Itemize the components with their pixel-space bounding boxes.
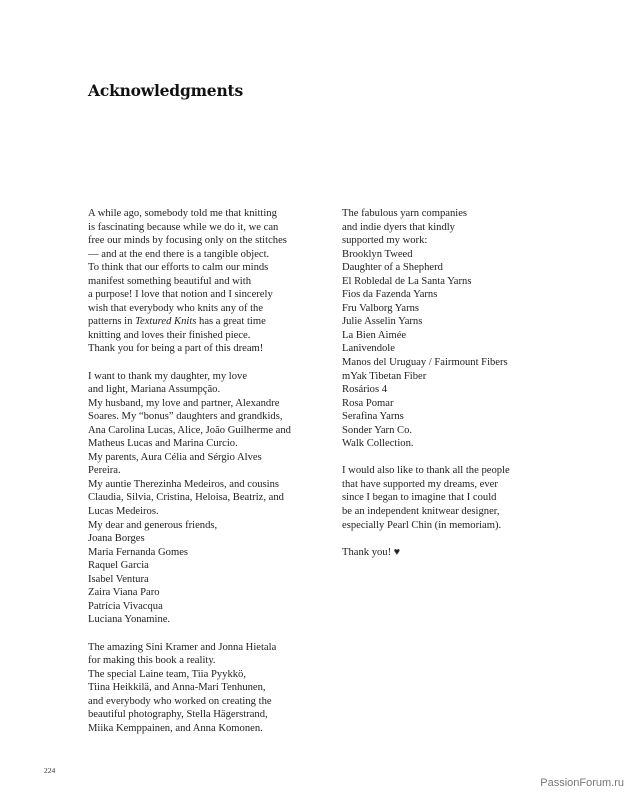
text-line: I would also like to thank all the people [342, 465, 510, 477]
text-line: My parents, Aura Célia and Sérgio Alves [88, 451, 262, 463]
text-line: Walk Collection. [342, 438, 414, 450]
text-line: A while ago, somebody told me that knitting [88, 208, 277, 219]
text-line: El Robledal de La Santa Yarns [342, 275, 472, 287]
text-line: The special Laine team, Tiia Pyykkö, [88, 668, 246, 680]
text-line: Isabel Ventura [88, 573, 149, 585]
text-line: Miika Kemppainen, and Anna Komonen. [88, 722, 263, 734]
text-line: My auntie Therezinha Medeiros, and cousins [88, 478, 280, 490]
text-line: manifest something beautiful and with [88, 275, 251, 287]
text-line: Raquel Garcia [88, 560, 149, 572]
text-line: knitting and loves their finished piece. [88, 329, 251, 341]
text-line: is fascinating because while we do it, we can [88, 221, 279, 233]
text-line: and light, Mariana Assumpção. [88, 384, 221, 396]
text-line: Lucas Medeiros. [88, 506, 159, 518]
text-line: especially Pearl Chin (in memoriam). [342, 519, 502, 531]
text-line: wish that everybody who knits any of the [88, 302, 264, 314]
text-line: La Bien Aimée [342, 329, 407, 341]
text-line: Patrícia Vivacqua [88, 600, 163, 612]
text-line: Rosários 4 [342, 384, 388, 396]
text-line: Matheus Lucas and Marina Curcio. [88, 438, 238, 450]
text-line: since I began to imagine that I could [342, 492, 497, 504]
text-line: Julie Asselin Yarns [342, 316, 423, 328]
watermark: PassionForum.ru [540, 777, 624, 789]
right-column [342, 207, 542, 573]
paragraph-thank-you [342, 546, 542, 560]
text-line: Thank you! ♥ [342, 546, 401, 558]
left-column [88, 207, 308, 749]
text-line: Daughter of a Shepherd [342, 262, 443, 274]
text-line: To think that our efforts to calm our minds [88, 262, 269, 274]
text-line: Luciana Yonamine. [88, 614, 171, 626]
text-line: Manos del Uruguay / Fairmount Fibers [342, 357, 508, 369]
text-line: that have supported my dreams, ever [342, 478, 498, 490]
text-line: Soares. My “bonus” daughters and grandkids, [88, 411, 283, 423]
text-line: Claudia, Silvia, Cristina, Heloisa, Beatriz, and [88, 492, 284, 504]
text-line: Thank you for being a part of this dream! [88, 343, 264, 355]
text-line: Joana Borges [88, 533, 145, 545]
text-line: Fru Valborg Yarns [342, 302, 420, 314]
text-line: beautiful photography, Stella Hägerstrand, [88, 709, 268, 721]
paragraph-yarn-companies [342, 207, 542, 451]
text-line: Fios da Fazenda Yarns [342, 289, 438, 301]
text-line: Maria Fernanda Gomes [88, 546, 189, 558]
text-line: Tiina Heikkilä, and Anna-Mari Tenhunen, [88, 682, 266, 694]
text-line: The fabulous yarn companies [342, 208, 468, 219]
text-line: mYak Tibetan Fiber [342, 370, 427, 382]
page-title: Acknowledgments [88, 81, 243, 100]
text-line: My husband, my love and partner, Alexandre [88, 397, 280, 409]
text-line: and indie dyers that kindly [342, 221, 455, 233]
paragraph-team [88, 641, 308, 736]
paragraph-supporters [342, 464, 542, 532]
text-line: and everybody who worked on creating the [88, 695, 272, 707]
book-title: Textured Knits [135, 316, 197, 328]
text-line: Rosa Pomar [342, 397, 394, 409]
text-line: free our minds by focusing only on the stitches [88, 235, 287, 247]
text-line: Serafina Yarns [342, 411, 404, 423]
text-line: Lanivendole [342, 343, 395, 355]
text-line: be an independent knitwear designer, [342, 506, 500, 518]
text-line: Pereira. [88, 465, 121, 477]
text-line: Zaira Viana Paro [88, 587, 160, 599]
text-line: Brooklyn Tweed [342, 248, 413, 260]
text-line: for making this book a reality. [88, 655, 216, 667]
text-line: patterns in Textured Knits has a great time [88, 316, 266, 328]
text-line: a purpose! I love that notion and I sincerely [88, 289, 273, 301]
text-line: I want to thank my daughter, my love [88, 370, 248, 382]
paragraph-family [88, 370, 308, 627]
text-line: Sonder Yarn Co. [342, 424, 413, 436]
text-line: The amazing Sini Kramer and Jonna Hietala [88, 641, 277, 653]
text-line: supported my work: [342, 235, 428, 247]
text-line: My dear and generous friends, [88, 519, 218, 531]
text-line: Ana Carolina Lucas, Alice, João Guilherme and [88, 424, 291, 436]
page-number: 224 [44, 766, 56, 775]
text-line: — and at the end there is a tangible object. [88, 248, 270, 260]
paragraph-knitting [88, 207, 308, 356]
